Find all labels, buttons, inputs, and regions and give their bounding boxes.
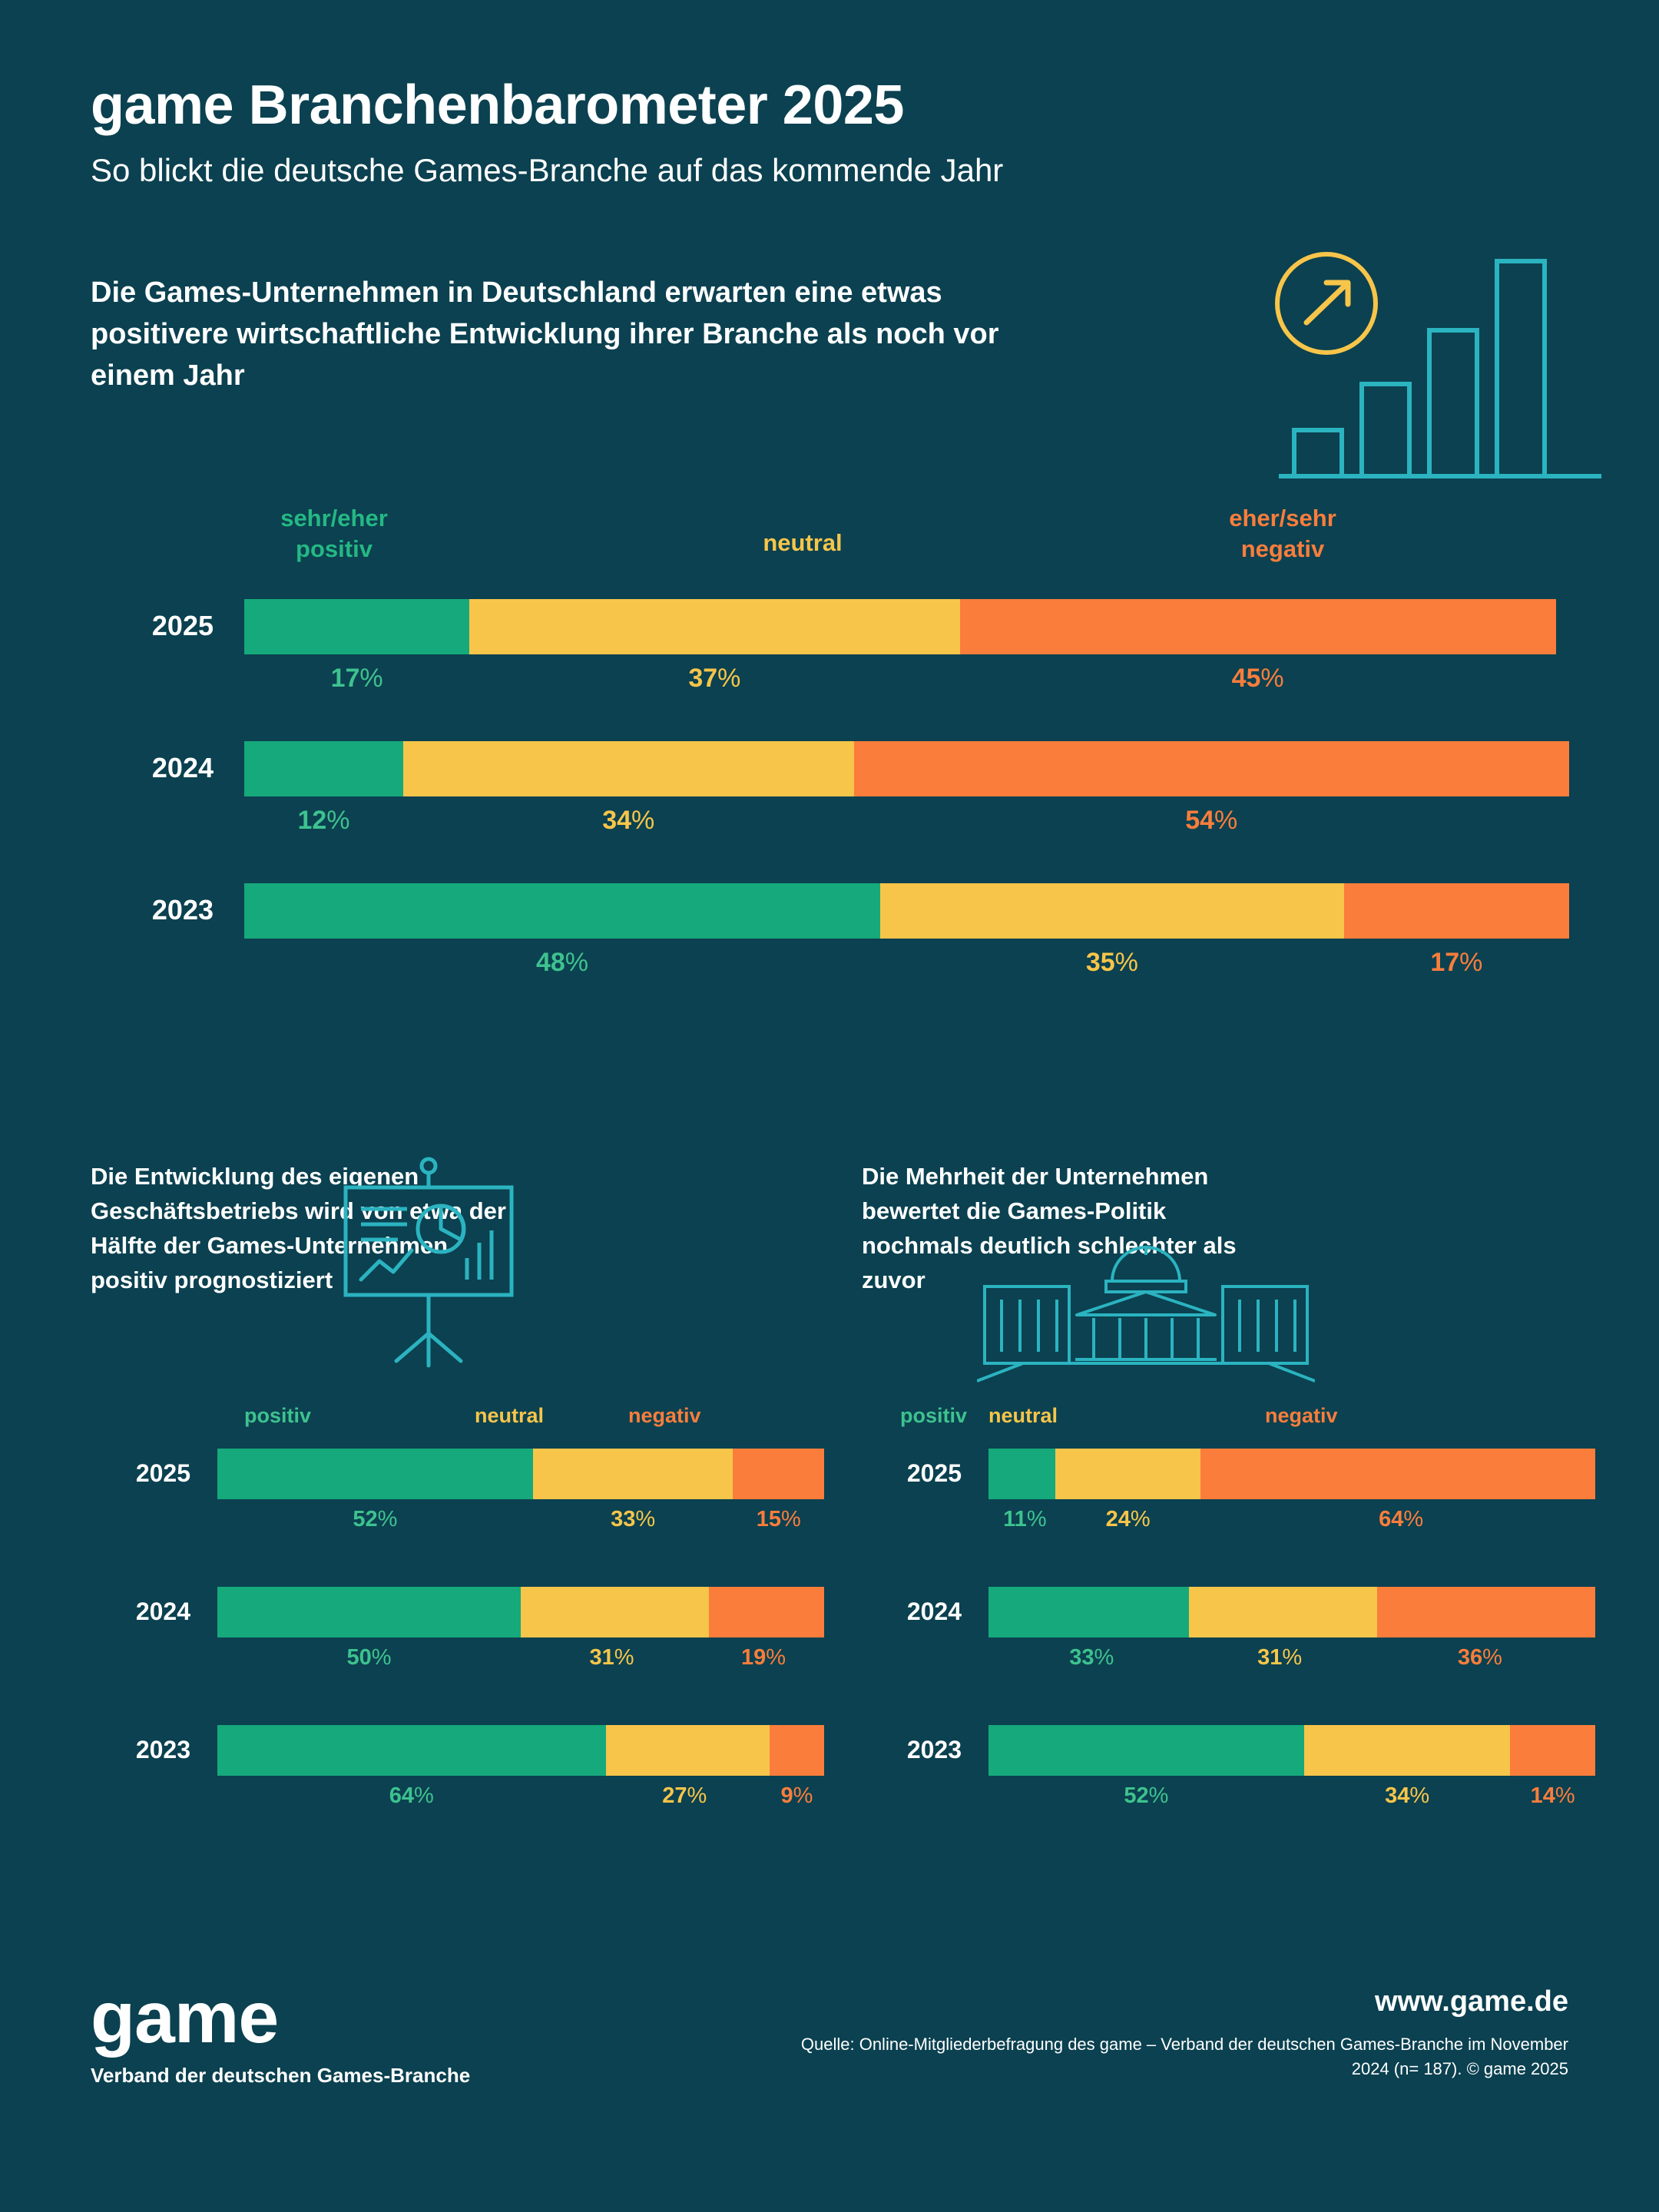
row-year-label: 2025 xyxy=(151,610,214,641)
legend-negative-label: negativ xyxy=(1265,1404,1338,1427)
section3-legend xyxy=(862,1404,1553,1442)
stacked-bar xyxy=(217,1587,824,1637)
bar-segment-positive xyxy=(244,599,469,654)
bar-segment-negative xyxy=(733,1449,824,1499)
header xyxy=(91,77,1550,189)
value-neutral: 34% xyxy=(602,806,655,835)
section3 xyxy=(862,1160,1575,1863)
bar-segment-negative xyxy=(1200,1449,1595,1499)
value-negative: 15% xyxy=(756,1507,801,1532)
chart-row xyxy=(91,599,1573,741)
value-positive: 17% xyxy=(330,664,383,693)
value-positive: 64% xyxy=(389,1783,434,1808)
source-note: Quelle: Online-Mitgliederbefragung des game – Verband der deutschen Games-Branche im November 2024 (n= 187). © game 2025 xyxy=(800,2035,1568,2079)
section1-chart xyxy=(91,599,1573,1025)
stacked-bar xyxy=(244,599,1569,654)
bar-segment-positive xyxy=(217,1725,606,1776)
page-title: game Branchenbarometer 2025 xyxy=(91,75,904,136)
row-year-label: 2024 xyxy=(151,752,214,783)
stacked-bar xyxy=(217,1449,824,1499)
section2-heading: Die Entwicklung des eigenen Geschäftsbetriebs wird von etwa der Hälfte der Games-Unternehmen positiv prognostiziert xyxy=(91,1163,506,1293)
row-year-label: 2024 xyxy=(906,1598,962,1625)
bar-segment-positive xyxy=(988,1587,1189,1637)
section3-chart xyxy=(862,1449,1575,1863)
value-neutral: 34% xyxy=(1385,1783,1430,1808)
value-negative: 54% xyxy=(1185,806,1238,835)
legend-positive-label: positiv xyxy=(244,1404,312,1427)
value-negative: 64% xyxy=(1379,1507,1424,1532)
row-year-label: 2024 xyxy=(135,1598,190,1625)
stacked-bar xyxy=(217,1725,824,1776)
bar-value-labels xyxy=(988,1507,1595,1541)
bar-segment-neutral xyxy=(606,1725,770,1776)
legend-negative-label: negativ xyxy=(628,1404,701,1427)
bar-value-labels xyxy=(988,1783,1595,1817)
row-year-label: 2023 xyxy=(135,1736,190,1763)
bar-segment-neutral xyxy=(521,1587,709,1637)
value-negative: 45% xyxy=(1231,664,1284,693)
legend-neutral-label: neutral xyxy=(475,1404,545,1427)
logo-subtitle: Verband der deutschen Games-Branche xyxy=(91,2063,471,2087)
value-neutral: 31% xyxy=(589,1645,634,1670)
legend-positive-label: positiv xyxy=(900,1404,968,1427)
chart-row xyxy=(91,741,1573,883)
value-positive: 52% xyxy=(1124,1783,1169,1808)
bar-segment-positive xyxy=(217,1587,521,1637)
value-negative: 19% xyxy=(740,1645,786,1670)
bar-segment-negative xyxy=(960,599,1556,654)
row-year-label: 2025 xyxy=(135,1459,190,1487)
footer-info xyxy=(800,1985,1568,2081)
section3-heading: Die Mehrheit der Unternehmen bewertet die Games-Politik nochmals deutlich schlechter als zuvor xyxy=(862,1163,1237,1293)
section2-chart xyxy=(91,1449,813,1863)
bar-segment-neutral xyxy=(1055,1449,1201,1499)
section2-legend xyxy=(91,1404,782,1442)
bar-segment-positive xyxy=(988,1725,1304,1776)
bar-value-labels xyxy=(217,1645,824,1679)
legend-negative-label: eher/sehr negativ xyxy=(1229,505,1336,563)
game-logo xyxy=(91,1977,475,2089)
section2-heading-wrap xyxy=(91,1160,521,1390)
section1-heading: Die Games-Unternehmen in Deutschland erwarten eine etwas positivere wirtschaftliche Entwicklung ihrer Branche als noch vor einem Jahr xyxy=(91,276,999,392)
stacked-bar xyxy=(988,1449,1595,1499)
bar-segment-neutral xyxy=(1189,1587,1377,1637)
row-year-label: 2023 xyxy=(151,894,214,926)
stacked-bar xyxy=(988,1587,1595,1637)
legend-positive-label: sehr/eher positiv xyxy=(280,505,388,563)
chart-row xyxy=(862,1587,1553,1725)
chart-row xyxy=(862,1725,1575,1863)
stacked-bar xyxy=(988,1725,1595,1776)
value-negative: 17% xyxy=(1430,948,1483,977)
bar-segment-neutral xyxy=(469,599,959,654)
value-positive: 12% xyxy=(297,806,350,835)
bar-segment-neutral xyxy=(1304,1725,1511,1776)
value-neutral: 31% xyxy=(1257,1645,1303,1670)
bar-segment-neutral xyxy=(533,1449,733,1499)
bar-segment-negative xyxy=(854,741,1570,796)
value-positive: 52% xyxy=(353,1507,398,1532)
chart-row xyxy=(91,1587,786,1725)
bar-segment-positive xyxy=(244,741,403,796)
value-neutral: 37% xyxy=(688,664,741,693)
section3-heading-wrap xyxy=(862,1160,1269,1390)
growth-bars-arrow-icon xyxy=(1271,246,1609,507)
value-neutral: 24% xyxy=(1105,1507,1151,1532)
bar-segment-negative xyxy=(770,1725,824,1776)
section1-legend xyxy=(211,503,1471,572)
row-year-label: 2025 xyxy=(906,1459,962,1487)
bar-segment-neutral xyxy=(403,741,854,796)
bar-segment-positive xyxy=(217,1449,533,1499)
value-positive: 50% xyxy=(346,1645,392,1670)
bar-segment-neutral xyxy=(880,883,1344,939)
value-negative: 9% xyxy=(780,1783,813,1808)
value-neutral: 35% xyxy=(1085,948,1138,977)
stacked-bar xyxy=(244,741,1569,796)
value-neutral: 27% xyxy=(662,1783,707,1808)
bar-segment-positive xyxy=(988,1449,1055,1499)
bar-value-labels xyxy=(244,806,1569,841)
bar-value-labels xyxy=(988,1645,1595,1679)
presentation-chart-icon xyxy=(313,1144,544,1375)
chart-row xyxy=(862,1449,1553,1587)
row-year-label: 2023 xyxy=(906,1736,962,1763)
bar-value-labels xyxy=(244,948,1569,983)
chart-row xyxy=(91,883,1573,1025)
reichstag-building-icon xyxy=(977,1244,1315,1390)
value-positive: 11% xyxy=(1003,1507,1047,1532)
stacked-bar xyxy=(244,883,1569,939)
bar-segment-negative xyxy=(709,1587,824,1637)
bar-value-labels xyxy=(244,664,1569,699)
page-subtitle: So blickt die deutsche Games-Branche auf das kommende Jahr xyxy=(91,151,1004,188)
value-positive: 33% xyxy=(1069,1645,1114,1670)
bar-value-labels xyxy=(217,1783,824,1817)
bar-segment-positive xyxy=(244,883,880,939)
legend-neutral-label: neutral xyxy=(988,1404,1058,1427)
chart-row xyxy=(91,1725,813,1863)
legend-neutral-label: neutral xyxy=(763,529,843,556)
value-neutral: 33% xyxy=(611,1507,656,1532)
chart-row xyxy=(91,1449,801,1587)
bar-value-labels xyxy=(217,1507,824,1541)
bar-segment-negative xyxy=(1510,1725,1595,1776)
section2 xyxy=(91,1160,813,1863)
website-link[interactable]: www.game.de xyxy=(1375,1985,1568,2018)
logo-wordmark: game xyxy=(91,1977,279,2059)
value-negative: 14% xyxy=(1530,1783,1575,1808)
value-positive: 48% xyxy=(535,948,589,977)
value-negative: 36% xyxy=(1457,1645,1502,1670)
bar-segment-negative xyxy=(1344,883,1569,939)
bar-segment-negative xyxy=(1377,1587,1595,1637)
